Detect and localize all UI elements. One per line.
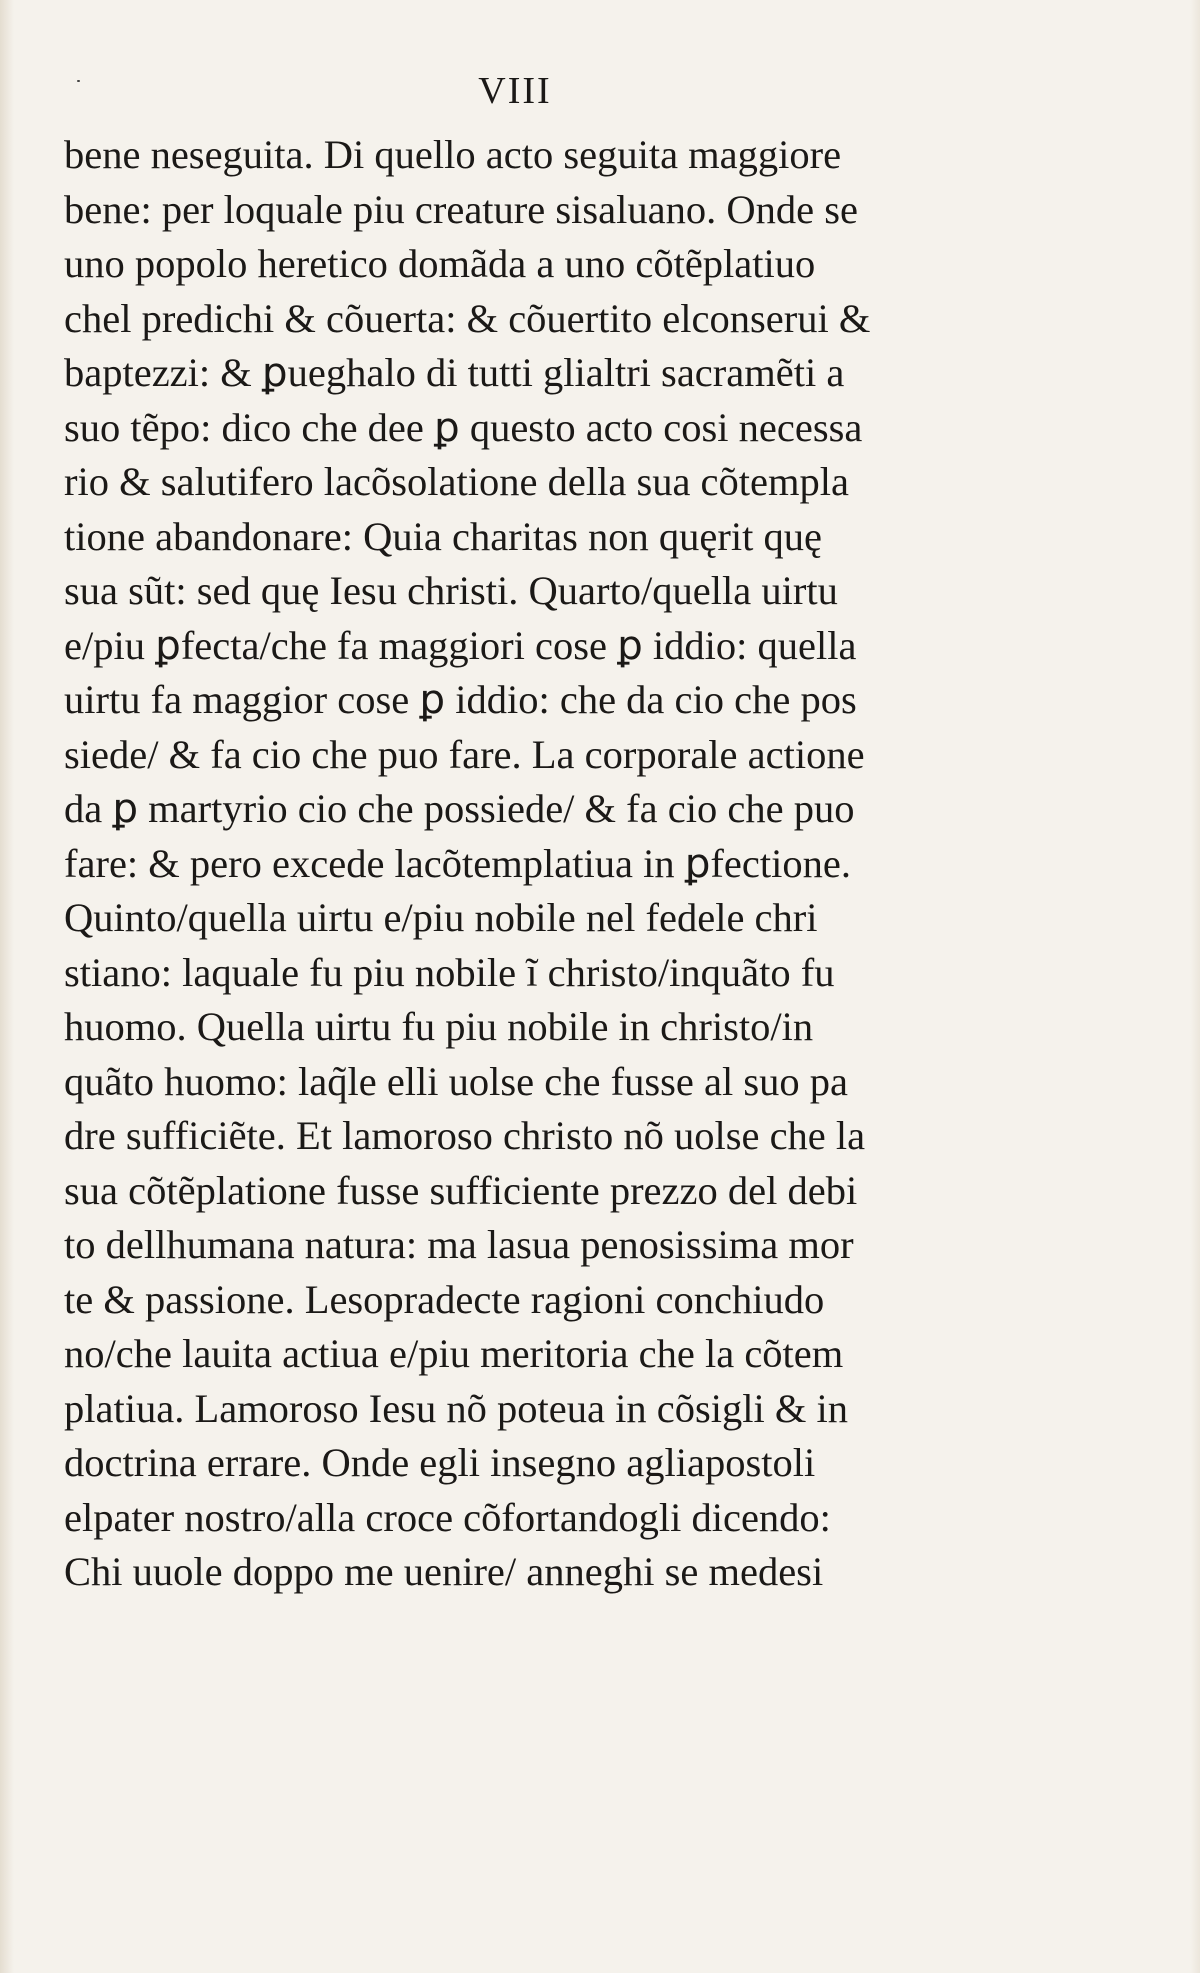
text-line: Quinto/quella uirtu e/piu nobile nel fedele chri [64, 895, 818, 940]
text-line: dre sufficiẽte. Et lamoroso christo nõ uolse che la [64, 1113, 866, 1158]
text-line: bene: per loquale piu creature sisaluano. Onde se [64, 186, 858, 232]
text-line: quãto huomo: laq̃le elli uolse che fusse al suo pa [64, 1058, 848, 1104]
page-number: VIII [478, 70, 552, 112]
text-line: e/piu ꝑfecta/che fa maggiori cose ꝑ iddio: quella [64, 622, 857, 668]
text-line: rio & salutifero lacõsolatione della sua cõtempla [64, 459, 849, 504]
text-line: sua sũt: sed quę Iesu christi. Quarto/quella uirtu [64, 568, 838, 613]
text-line: te & passione. Lesopradecte ragioni conchiudo [64, 1276, 825, 1322]
text-line: Chi uuole doppo me uenire/ anneghi se medesi [64, 1549, 824, 1594]
text-line: baptezzi: & ꝑueghalo di tutti glialtri sacramẽti a [64, 350, 845, 395]
text-line: platiua. Lamoroso Iesu nõ poteua in cõsigli & in [64, 1385, 848, 1431]
text-block [64, 128, 964, 1600]
text-line: bene neseguita. Di quello acto seguita maggiore [64, 132, 842, 177]
text-line: huomo. Quella uirtu fu piu nobile in christo/in [64, 1004, 814, 1049]
text-line: stiano: laquale fu piu nobile ĩ christo/inquãto fu [64, 949, 835, 995]
text-line: siede/ & fa cio che puo fare. La corporale actione [64, 731, 865, 777]
text-line: to dellhumana natura: ma lasua penosissima mor [64, 1222, 854, 1267]
text-line: da ꝑ martyrio cio che possiede/ & fa cio che puo [64, 786, 855, 831]
text-line: uirtu fa maggior cose ꝑ iddio: che da cio che pos [64, 677, 857, 722]
text-line: sua cõtẽplatione fusse sufficiente prezzo del debi [64, 1167, 858, 1213]
text-line: uno popolo heretico domãda a uno cõtẽplatiuo [64, 241, 816, 286]
text-line: fare: & pero excede lacõtemplatiua in ꝑfectione. [64, 840, 851, 886]
text-line: no/che lauita actiua e/piu meritoria che la cõtem [64, 1331, 844, 1376]
text-line: tione abandonare: Quia charitas non quęrit quę [64, 513, 822, 559]
text-line: suo tẽpo: dico che dee ꝑ questo acto cosi necessa [64, 404, 863, 450]
text-line: chel predichi & cõuerta: & cõuertito elconserui & [64, 295, 871, 341]
text-line: elpater nostro/alla croce cõfortandogli dicendo: [64, 1494, 831, 1540]
text-line: doctrina errare. Onde egli insegno agliapostoli [64, 1440, 816, 1485]
